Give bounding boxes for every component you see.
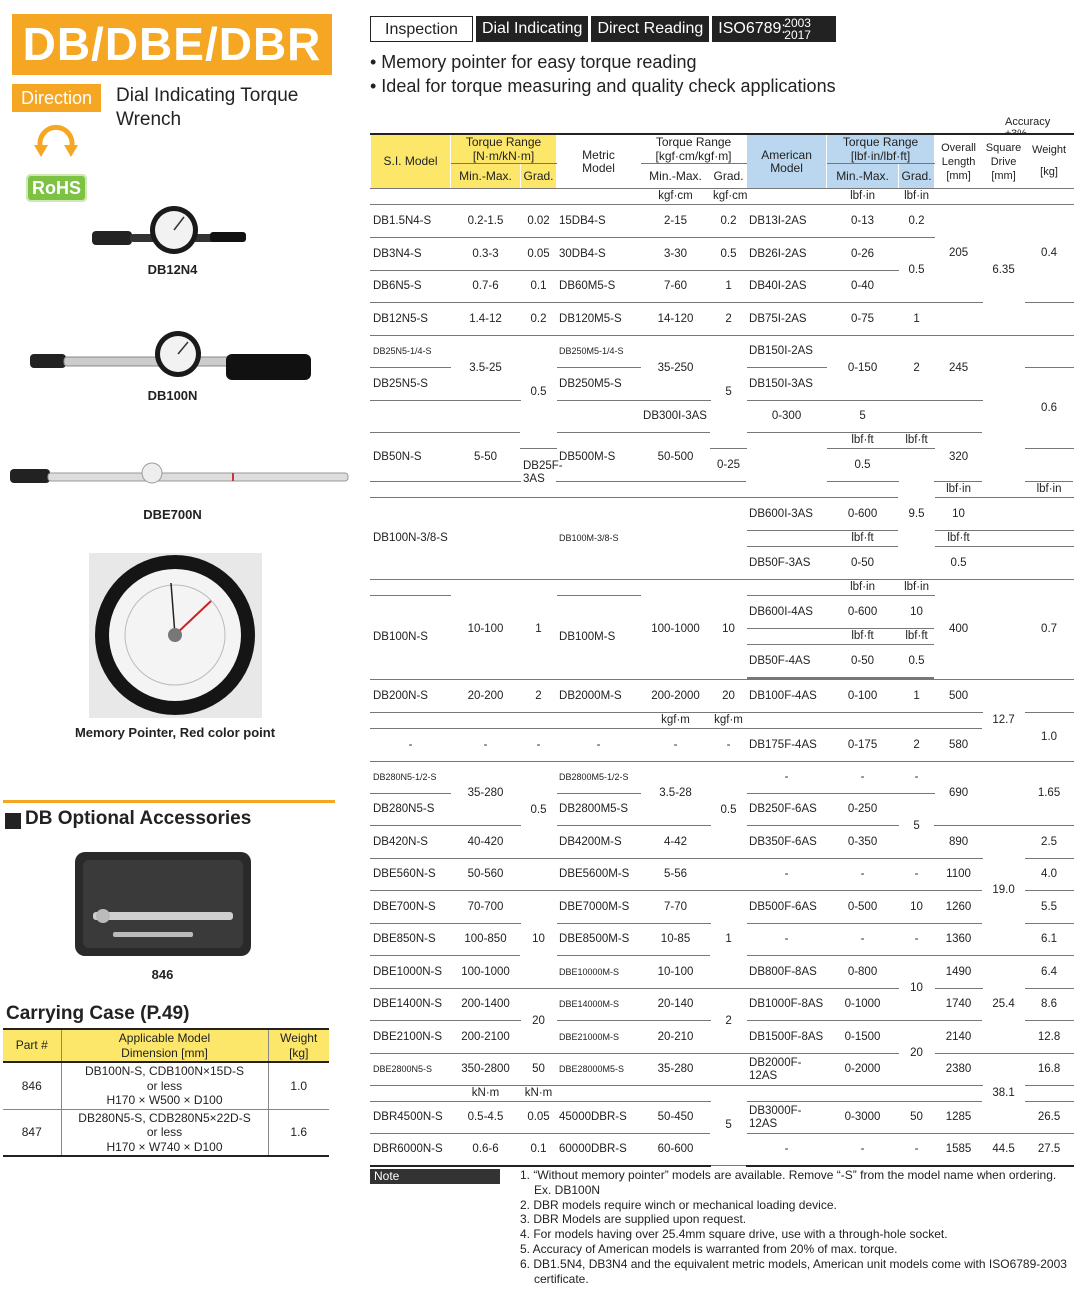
note-item: Ex. DB100N (534, 1182, 601, 1197)
table-row: DBE850N-S 100-850 DBE8500M-S 10-85 - - - 1360 6.1 (371, 924, 1074, 956)
case-part: 847 (3, 1109, 61, 1156)
case-header-model: Applicable Model Dimension [mm] (61, 1029, 268, 1062)
header-length: Overall Length [mm] (935, 134, 983, 189)
table-row: DB12N5-S 1.4-12 0.2 DB120M5-S 14-120 2 DB75I-2AS 0-75 1 (371, 303, 1074, 336)
header-minmax: Min.-Max. (827, 164, 899, 189)
section-square-icon (5, 813, 21, 829)
note-item: 5. Accuracy of American models is warranted from 20% of max. torque. (520, 1241, 898, 1256)
carrying-case-table (3, 1028, 329, 1157)
header-american-model: American Model (747, 134, 827, 189)
table-row: DB100N-3/8-S DB100M-3/8-S DB600I-3AS 0-600 10 (371, 498, 1074, 531)
unit: lbf·in (899, 189, 935, 205)
note-item: 4. For models having over 25.4mm square drive, use with a through-hole socket. (520, 1227, 948, 1242)
table-row: DBE560N-S 50-560 DBE5600M-S 5-56 - - - 1100 4.0 (371, 859, 1074, 891)
carrying-case-heading: Carrying Case (P.49) (6, 1003, 190, 1024)
header-weight: Weight [kg] (1025, 134, 1074, 189)
table-row: DBE2800N5-S 350-2800 50 DBE28000M5-S 35-280 DB2000F-12AS 0-2000 2380 38.1 16.8 (371, 1054, 1074, 1086)
header-grad: Grad. (899, 164, 935, 189)
table-row: DBE2100N-S 200-2100 DBE21000M-S 20-210 DB1500F-8AS 0-1500 20 2140 12.8 (371, 1021, 1074, 1054)
header-torque-si: Torque Range [N·m/kN·m] (451, 134, 557, 164)
table-row: DBE1400N-S 200-1400 20 DBE14000M-S 20-140 2 DB1000F-8AS 0-1000 1740 8.6 (371, 989, 1074, 1021)
tag-direct-reading: Direct Reading (591, 16, 709, 42)
table-row: DB280N5-S DB2800M5-S DB250F-6AS 0-250 5 (371, 794, 1074, 826)
rohs-badge: RoHS (26, 174, 87, 202)
rotate-both-directions-icon (33, 119, 79, 164)
table-row: DB3N4-S 0.3-3 0.05 30DB4-S 3-30 0.5 DB26I-2AS 0-26 0.5 (371, 238, 1074, 271)
table-row: DB200N-S 20-200 2 DB2000M-S 200-2000 20 DB100F-4AS 0-100 1 500 12.7 (371, 680, 1074, 713)
accessories-heading: DB Optional Accessories (25, 808, 252, 829)
caption-846: 846 (151, 967, 174, 982)
case-weight: 1.0 (268, 1062, 329, 1109)
tag-iso: ISO6789: 2003 2017 (712, 16, 836, 42)
header-si-model: S.I. Model (371, 134, 451, 189)
case-row (3, 1062, 329, 1109)
unit: kgf·cm (641, 189, 711, 205)
table-row: DB1.5N4-S 0.2-1.5 0.02 15DB4-S 2-15 0.2 DB13I-2AS 0-13 0.2 205 6.35 0.4 (371, 205, 1074, 238)
case-header-part: Part # (3, 1029, 61, 1062)
spec-table: S.I. Model Torque Range [N·m/kN·m] Metric Model Torque Range [kgf·cm/kgf·m] American Model Torque Range [lbf·in/lbf·ft] Overall Length [mm] Square Drive [mm] Weight [kg] Min.-Max. Grad. Min.-Max. Grad. Min.-Max. Grad. kgf·cm kgf·cm lbf·in lbf·in DB1.5N4-S 0.2-1.5 0.02 15DB4-S 2-15 0.2 DB13I-2AS 0-13 0.2 205 6.35 0.4 DB3N4-S 0.3-3 0.05 30DB4-S 3-30 0.5 DB26I-2AS 0-26 0.5 DB6N5-S 0.7-6 0.1 DB60M5-S 7-60 1 DB40I-2AS 0-40 DB12N5-S 1.4-12 0.2 DB120M5-S 14-120 2 DB75I-2AS 0-75 1 DB25N5-1/4-S 3.5-25 0.5 DB250M5-1/4-S 35-250 5 DB150I-2AS 0-150 2 245 DB25N5-S DB250M5-S DB150I-3AS 0.6 DB300I-3AS 0-300 5 DB50N-S 5-50 DB500M-S 50-500 lbf·ft lbf·ft 320 DB25F-3AS 0-25 0.5 9.5 lbf·in lbf·in DB100N-3/8-S DB100M-3/8-S DB600I-3AS 0-600 10 lbf·ft lbf·ft DB50F-3AS 0-50 0.5 10-100 1 100-1000 10 lbf·in lbf·in 400 0.7 DB100N-S DB100M-S DB600I-4AS 0-600 10 lbf·ft lbf·ft DB50F-4AS 0-50 0.5 DB200N-S 20-200 2 DB2000M-S 200-2000 20 DB100F-4AS 0-100 1 500 12.7 kgf·m kgf·m 1.0 - - - - - - DB175F-4AS 0-175 2 580 DB280N5-1/2-S 35-280 0.5 DB2800M5-1/2-S 3.5-28 0.5 - - - 690 1.65 DB280N5-S DB2800M5-S DB250F-6AS 0-250 5 DB420N-S 40-420 DB4200M-S 4-42 DB350F-6AS 0-350 890 19.0 2.5 DBE560N-S 50-560 DBE5600M-S 5-56 - - - 1100 4.0 DBE700N-S 70-700 10 DBE7000M-S 7-70 1 DB500F-6AS 0-500 10 1260 5.5 DBE850N-S 100-850 DBE8500M-S 10-85 - - - 1360 6.1 DBE1000N-S 100-1000 DBE10000M-S 10-100 DB800F-8AS 0-800 10 1490 25.4 6.4 DBE1400N-S 200-1400 20 DBE14000M-S 20-140 2 DB1000F-8AS 0-1000 1740 8.6 DBE2100N-S 200-2100 DBE21000M-S 20-210 DB1500F-8AS 0-1500 20 2140 12.8 DBE2800N5-S 350-2800 50 DBE28000M5-S 35-280 DB2000F-12AS 0-2000 2380 38.1 16.8 kN·m kN·m 5 DBR4500N-S 0.5-4.5 0.05 45000DBR-S 50-450 DB3000F-12AS 0-3000 50 1285 26.5 DBR6000N-S 0.6-6 0.1 60000DBR-S 60-600 - - - 1585 44.5 27.5 (370, 133, 1074, 1167)
header-square-drive: Square Drive [mm] (983, 134, 1025, 189)
dial-closeup-image (89, 553, 262, 723)
unit: lbf·in (827, 189, 899, 205)
header-torque-metric: Torque Range [kgf·cm/kgf·m] (641, 134, 747, 164)
feature-bullet: • Ideal for torque measuring and quality check applications (370, 76, 836, 96)
product-title: DB/DBE/DBR (12, 14, 332, 75)
case-header-weight: Weight [kg] (268, 1029, 329, 1062)
caption-dbe700n: DBE700N (143, 507, 202, 522)
table-row: DB6N5-S 0.7-6 0.1 DB60M5-S 7-60 1 DB40I-2AS 0-40 (371, 271, 1074, 303)
table-row: DB25N5-1/4-S 3.5-25 0.5 DB250M5-1/4-S 35-250 5 DB150I-2AS 0-150 2 245 (371, 336, 1074, 368)
header-minmax: Min.-Max. (641, 164, 711, 189)
table-row: DB25F-3AS 0-25 0.5 9.5 (371, 449, 1074, 482)
note-item: 6. DB1.5N4, DB3N4 and the equivalent metric models, American unit models come with ISO6789-2003 (520, 1256, 1067, 1271)
feature-tags (370, 16, 836, 42)
carrying-case-image (73, 848, 253, 963)
direction-label: Direction (12, 84, 101, 112)
table-row: DB280N5-1/2-S 35-280 0.5 DB2800M5-1/2-S 3.5-28 0.5 - - - 690 1.65 (371, 762, 1074, 794)
product-subtitle: Dial Indicating Torque Wrench (116, 85, 299, 130)
notes-label: Note (370, 1169, 500, 1184)
note-item: 2. DBR models require winch or mechanical loading device. (520, 1197, 837, 1212)
table-row: DB50F-3AS 0-50 0.5 (371, 547, 1074, 580)
table-row: DB100N-S DB100M-S DB600I-4AS 0-600 10 (371, 596, 1074, 629)
header-grad: Grad. (711, 164, 747, 189)
table-row: DB420N-S 40-420 DB4200M-S 4-42 DB350F-6AS 0-350 890 19.0 2.5 (371, 826, 1074, 859)
note-item: 3. DBR Models are supplied upon request. (520, 1212, 747, 1227)
case-model: DB280N5-S, CDB280N5×22D-S or less H170 × W740 × D100 (61, 1109, 268, 1156)
caption-memory-pointer: Memory Pointer, Red color point (74, 725, 276, 740)
wrench-dbe700n-image (8, 460, 353, 500)
accessories-divider (3, 800, 335, 803)
table-row: DB300I-3AS 0-300 5 (371, 401, 1074, 433)
caption-db12n4: DB12N4 (147, 262, 198, 277)
case-model: DB100N-S, CDB100N×15D-S or less H170 × W500 × D100 (61, 1062, 268, 1109)
table-row: DBR6000N-S 0.6-6 0.1 60000DBR-S 60-600 - - - 1585 44.5 27.5 (371, 1134, 1074, 1166)
unit: kgf·cm (711, 189, 747, 205)
header-grad: Grad. (521, 164, 557, 189)
table-row: DB50F-4AS 0-50 0.5 (371, 645, 1074, 678)
wrench-db100n-image (28, 330, 313, 395)
case-part: 846 (3, 1062, 61, 1109)
note-item: 1. “Without memory pointer” models are available. Remove “-S” from the model name when ordering. (520, 1168, 1057, 1182)
table-row: DBR4500N-S 0.5-4.5 0.05 45000DBR-S 50-450 DB3000F-12AS 0-3000 50 1285 26.5 (371, 1102, 1074, 1134)
tag-inspection: Inspection (370, 16, 473, 42)
wrench-db12n4-image (90, 205, 250, 265)
table-row: - - - - - - DB175F-4AS 0-175 2 580 (371, 729, 1074, 762)
table-row: DBE1000N-S 100-1000 DBE10000M-S 10-100 DB800F-8AS 0-800 10 1490 25.4 6.4 (371, 956, 1074, 989)
case-weight: 1.6 (268, 1109, 329, 1156)
tag-dial-indicating: Dial Indicating (476, 16, 589, 42)
header-minmax: Min.-Max. (451, 164, 521, 189)
case-row (3, 1109, 329, 1156)
table-row: DB25N5-S DB250M5-S DB150I-3AS 0.6 (371, 368, 1074, 401)
accuracy-note: Accuracy (1005, 116, 1051, 128)
caption-db100n: DB100N (147, 388, 198, 403)
table-row: DBE700N-S 70-700 10 DBE7000M-S 7-70 1 DB500F-6AS 0-500 10 1260 5.5 (371, 891, 1074, 924)
header-metric-model: Metric Model (557, 134, 641, 189)
header-torque-american: Torque Range [lbf·in/lbf·ft] (827, 134, 935, 164)
note-item: certificate. (534, 1271, 589, 1286)
feature-bullet: • Memory pointer for easy torque reading (370, 52, 697, 72)
